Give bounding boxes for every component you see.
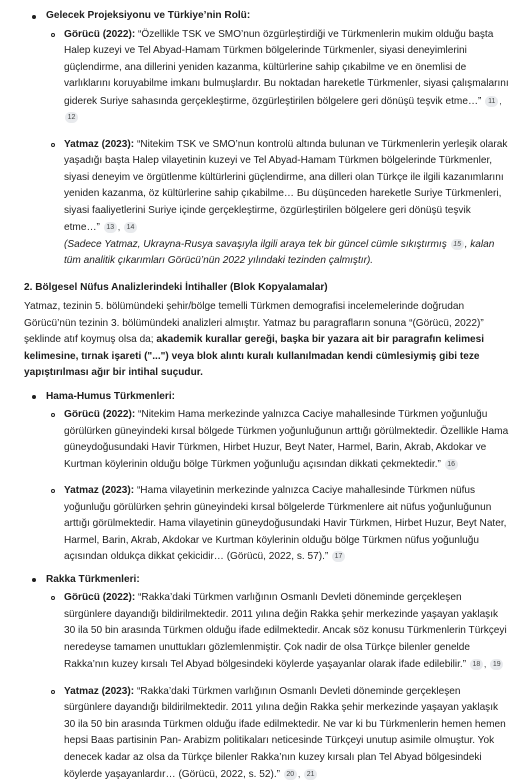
citation-chip[interactable]: 18: [470, 659, 483, 670]
quote-text: “Nitekim Hama merkezinde yalnızca Caciye mahallesinde Türkmen yoğunluğu görülürken güneyindeki kırsal bölgede Türkmen yoğunluğunun arttığı görülmektedir. Özellikle Hama güneydoğusundaki Havir Türkmen, Hirbet Huzur, Beyt Nater, Harmel, Barin, Akrab, Akdokar ve Kurtman köylerinin olduğu bölge Türkmen yoğunluğu açısından dikkati çekmektedir.”: [64, 409, 509, 470]
quote-gorucu-rakka: [46, 590, 509, 674]
citation-separator: ,: [117, 222, 121, 232]
quote-label: Yatmaz (2023):: [64, 485, 135, 496]
quote-label: Görücü (2022):: [64, 592, 136, 603]
paragraph-bold-text: akademik kurallar gereği, başka bir yazara ait bir paragrafın kelimesi kelimesine, tırnak işareti ("...") veya blok alıntı kuralı kullanılmadan kendi cümlesiymiş gibi teze yapıştırılması ağır bir intihal suçudur.: [24, 334, 485, 378]
quote-yatmaz-gelecek: [46, 137, 509, 270]
citation-chip[interactable]: 20: [284, 769, 297, 780]
quote-text: “Hama vilayetinin merkezinde yalnızca Caciye mahallesinde Türkmen nüfus yoğunluğu görülürken şehrin güneyindeki kırsal bölgelerde Türkmenlere ait nüfus yoğunluğunun arttığı görülmektedir. Hama vilayetinin güneydoğusundaki Havir Türkmen, Hirbet Huzur, Beyt Nater, Harmel, Barin, Akrab, Akdokar ve Kurtman köylerinin olduğu bölge Türkmen nüfus yoğunluğu açısından oldukça dikkat çekicidir… (Görücü, 2022, s. 57).”: [64, 485, 507, 562]
quote-text: “Rakka’daki Türkmen varlığının Osmanlı Devleti döneminde gerçekleşen sürgünlere dayandığı bildirilmektedir. 2011 yılına değin Rakka şehir merkezinde yaşayan yaklaşık 30 ila 50 bin arasında Türkmen olduğu ifade edilmektedir. Ancak söz konusu Türkmenlerin Türkçeyi neredeyse tamamen unuttukları gözlemlenmiştir. Çok nadir de olsa Türkçe bilenler genelde Rakka’nın kuzey kırsalı Tel Abyad bölgesindeki köylerde yaşayanlar olarak ifade edilebilir.”: [64, 592, 507, 670]
citation-chip[interactable]: 11: [485, 96, 498, 107]
list-item-rakka: [24, 572, 509, 784]
sublist-gelecek: [46, 27, 509, 270]
sublist-hama: [46, 407, 509, 566]
citation-chip[interactable]: 12: [65, 112, 78, 123]
quote-yatmaz-rakka: [46, 684, 509, 784]
quote-label: Görücü (2022):: [64, 28, 136, 40]
sublist-rakka: [46, 590, 509, 784]
citation-chip[interactable]: 16: [445, 459, 458, 470]
list-item-gelecek: [24, 8, 509, 270]
citation-separator: ,: [499, 95, 502, 106]
list-item-hama: [24, 389, 509, 566]
section-2-paragraph: [24, 299, 509, 382]
paragraph-text: Yatmaz, tezinin 5. bölümündeki şehir/bölge temelli Türkmen demografisi incelemelerinde doğrudan Görücü’nün tezinin 3. bölümündeki analizleri almıştır. Yatmaz bu paragrafların sonuna “(Görücü, 2022)” şeklinde atıf koymuş olsa da;: [24, 301, 484, 345]
quote-text: “Özellikle TSK ve SMO’nun özgürleştirdiği ve Türkmenlerin mukim olduğu başta Halep kuzeyi ve Tel Abyad-Hamam Türkmen bölgelerinde Türkmenler, siyasi deneyimlerini güçlendirme, ana dillerini yeniden kazanma, kültürlerine sahip çıkabilme ve en önemlisi de varlıklarını koruyabilme imkanı bulmuşlardır. Bu noktadan hareketle Türkmenler, siyasi çalışmalarını giderek Suriye sahasında gerçekleştirme, özgürleştirilen bölgelere geri dönüşü teşvik etme…”: [64, 28, 509, 107]
quote-gorucu-gelecek: [46, 27, 509, 127]
note-text: (Sadece Yatmaz, Ukrayna-Rusya savaşıyla ilgili araya tek bir güncel cümle sıkıştırmış: [64, 238, 447, 250]
section-title-hama: Hama-Humus Türkmenleri:: [46, 390, 176, 402]
quote-text: “Rakka’daki Türkmen varlığının Osmanlı Devleti döneminde gerçekleşen sürgünlere dayandığı bildirilmektedir. 2011 yılına değin Rakka şehir merkezinde yaşayan yaklaşık 30 ila 50 bin arasında Türkmen olduğu ifade edilmektedir. Ne var ki bu Türkmenlerin hemen hemen hepsi Baas partisinin Pan- Arabizm politikaları neticesinde Türkçeyi unutup asimile olmuştur. Yok denecek kadar az olsa da Türkçe bilenler Rakka’nın kuzey kırsalı plan Tel Abyad bölgesindeki köylerde yaşayanlardır… (Görücü, 2022, s. 52).”: [64, 685, 506, 780]
quote-label: Yatmaz (2023):: [64, 138, 135, 150]
quote-gorucu-hama: [46, 407, 509, 473]
section-heading-2: 2. Bölgesel Nüfus Analizlerindeki İntihaller (Blok Kopyalamalar): [24, 281, 328, 293]
top-list-1: [24, 8, 509, 270]
citation-chip[interactable]: 13: [104, 222, 117, 233]
quote-label: Görücü (2022):: [64, 409, 136, 420]
citation-chip[interactable]: 14: [124, 222, 137, 233]
citation-chip[interactable]: 17: [332, 551, 345, 562]
quote-label: Yatmaz (2023):: [64, 685, 135, 697]
editor-note: [64, 239, 494, 267]
quote-text: “Nitekim TSK ve SMO’nun kontrolü altında bulunan ve Türkmenlerin yerleşik olarak yaşadığı başta Halep vilayetinin kuzeyi ve Tel Abyad-Hamam Türkmen bölgelerinde Türkmenler, siyasi deneyim ve örgütlenme kültürlerini güçlendirme, ana dilleri olan Türkçe ile ilgili kazanımlarını yeniden kazanma, öz kültürlerine sahip çıkabilme… Bu düşünceden hareketle Suriye Türkmenleri, siyasi faaliyetlerini Suriye içinde gerçekleştirme, özgürleştirilen bölgelere geri dönüşü teşvik etme…”: [64, 138, 508, 233]
note-text: , kalan tüm analitik çıkarımları Görücü’nün 2022 yılındaki tezinden çalmıştır).: [64, 238, 495, 266]
citation-chip[interactable]: 19: [490, 659, 503, 670]
section-title-gelecek: Gelecek Projeksiyonu ve Türkiye’nin Rolü:: [46, 10, 251, 21]
citation-separator: ,: [297, 769, 301, 779]
citation-separator: ,: [483, 659, 487, 669]
citation-chip[interactable]: 15: [451, 239, 464, 250]
section-title-rakka: Rakka Türkmenleri:: [46, 573, 140, 585]
citation-chip[interactable]: 21: [304, 769, 317, 780]
top-list-2: [24, 389, 509, 784]
quote-yatmaz-hama: [46, 483, 509, 566]
